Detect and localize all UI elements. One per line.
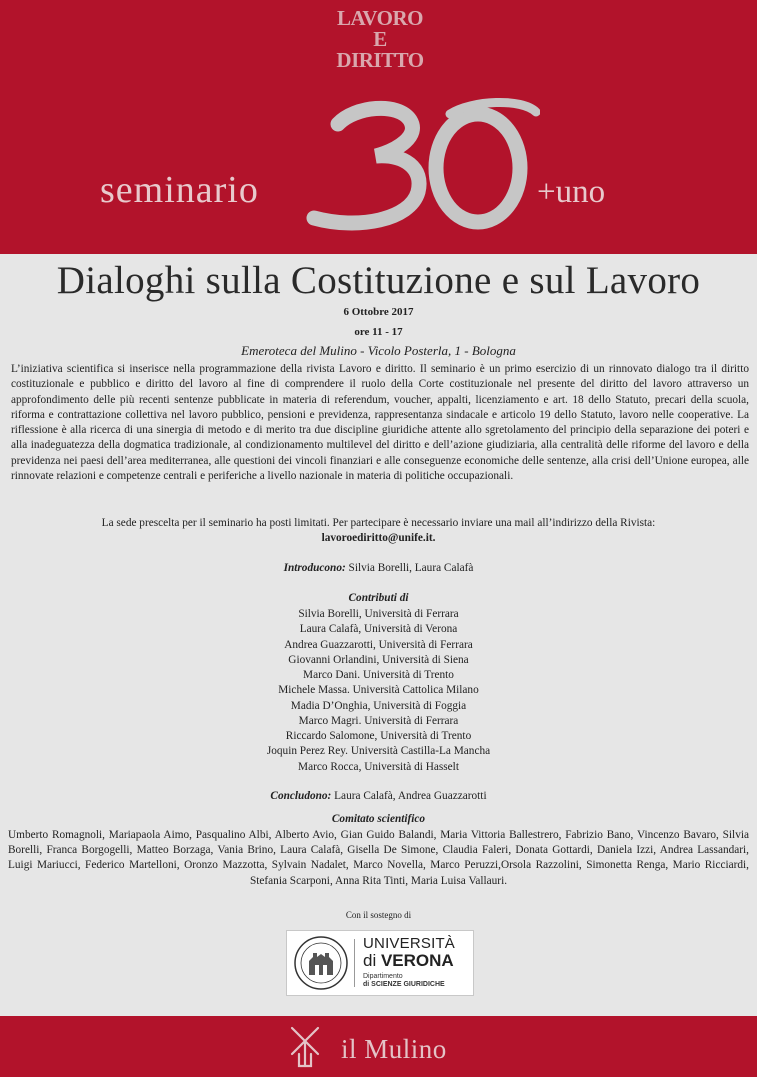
event-date: 6 Ottobre 2017 bbox=[343, 306, 414, 318]
university-seal-icon bbox=[293, 935, 349, 991]
concludono-names: Laura Calafà, Andrea Guazzarotti bbox=[331, 790, 487, 802]
contributi-list bbox=[0, 607, 757, 775]
university-verona-logo bbox=[286, 930, 474, 996]
department-name bbox=[363, 973, 445, 989]
university-city bbox=[363, 951, 454, 971]
list-item: Riccardo Salomone, Università di Trento bbox=[285, 730, 472, 742]
contributi-heading: Contributi di bbox=[348, 592, 409, 604]
university-name: UNIVERSITÀ bbox=[363, 935, 456, 952]
event-title: Dialoghi sulla Costituzione e sul Lavoro bbox=[56, 259, 701, 302]
plus-uno-label: +uno bbox=[537, 174, 606, 210]
introducono-line bbox=[0, 562, 757, 574]
logo-line-3: DIRITTO bbox=[336, 48, 424, 72]
university-city-bold: VERONA bbox=[380, 951, 454, 970]
list-item: Andrea Guazzarotti, Università di Ferrara bbox=[284, 638, 473, 651]
logo-divider bbox=[354, 939, 355, 987]
logo-line-1: LAVORO bbox=[336, 6, 424, 30]
number-30-graphic bbox=[300, 88, 540, 233]
university-city-prefix: di bbox=[363, 951, 381, 970]
seminario-label: seminario bbox=[100, 169, 259, 211]
event-time: ore 11 - 17 bbox=[354, 326, 403, 338]
list-item: Joquin Perez Rey. Università Castilla-La Mancha bbox=[266, 745, 491, 758]
concludono-line bbox=[0, 790, 757, 802]
list-item: Laura Calafà, Università di Verona bbox=[299, 623, 458, 636]
list-item: Michele Massa. Università Cattolica Milano bbox=[278, 684, 479, 697]
registration-text: La sede prescelta per il seminario ha posti limitati. Per partecipare è necessario inviare una mail all’indirizzo della Rivista: bbox=[101, 517, 656, 529]
intro-paragraph: L’iniziativa scientifica si inserisce nella programmazione della rivista Lavoro e diritto. Il seminario è un primo esercizio di un rinnovato dialogo tra il diritto costituzionale e pubblico e diritto del lavoro al fine di comprendere il ruolo della Corte costituzionale nel presente del diritto del lavoro attraverso un approfondimento delle più recenti sentenze pubblicate in materia di referendum, voucher, appalti, licenziamento e art. 18 dello Statuto, precari della scuola, riforma e contrattazione collettiva nel lavoro pubblico, pensioni e previdenza, rappresentanza sindacale e articolo 19 dello Statuto, lavoro nelle cooperative. La riflessione è alla ricerca di una sinergia di metodo e di merito tra due discipline giuridiche attente allo sgretolamento del principio della separazione dei poteri e alla inadeguatezza della dogmatica tradizionale, al condizionamento multilevel del diritto e dell’azione giudiziaria, alla centralità delle riforme del lavoro e della previdenza nei paesi dell’area mediterranea, alle questioni dei vincoli finanziari e alle conseguenze economiche delle sentenze, alla crisi dell’Unione europea, alle rinnovate relazioni e competenze centrali e periferiche a livello nazionale in materia di politiche occupazionali. bbox=[11, 363, 749, 483]
department-line-1: Dipartimento bbox=[363, 973, 403, 980]
introducono-label: Introducono: bbox=[283, 562, 346, 574]
windmill-icon bbox=[288, 1024, 322, 1068]
list-item: Marco Magri. Università di Ferrara bbox=[298, 714, 459, 727]
comitato-members: Umberto Romagnoli, Mariapaola Aimo, Pasqualino Albi, Alberto Avio, Gian Guido Balandi, Maria Vittoria Ballestrero, Fabrizio Bano, Vincenzo Bavaro, Silvia Borelli, Franca Borgogelli, Matteo Borzaga, Vania Brino, Laura Calafà, Gisella De Simone, Claudia Faleri, Donata Gottardi, Daniela Izzi, Andrea Lassandari, Luigi Mariucci, Federico Martelloni, Oronzo Mazzotta, Sylvain Nadalet, Marco Novella, Marco Peruzzi,Orsola Razzolini, Simonetta Renga, Mario Ricciardi, Stefania Scarponi, Anna Rita Tinti, Maria Luisa Vallauri. bbox=[8, 829, 749, 887]
list-item: Marco Rocca, Università di Hasselt bbox=[298, 760, 459, 773]
lavoro-e-diritto-logo bbox=[330, 8, 430, 71]
comitato-heading: Comitato scientifico bbox=[331, 813, 426, 825]
registration-email[interactable]: lavoroediritto@unife.it. bbox=[321, 532, 436, 544]
list-item: Marco Dani. Università di Trento bbox=[303, 669, 454, 681]
event-venue: Emeroteca del Mulino - Vicolo Posterla, 1 - Bologna bbox=[241, 343, 516, 358]
list-item: Giovanni Orlandini, Università di Siena bbox=[288, 653, 469, 666]
department-line-2: di SCIENZE GIURIDICHE bbox=[363, 981, 445, 988]
concludono-label: Concludono: bbox=[270, 790, 332, 802]
list-item: Silvia Borelli, Università di Ferrara bbox=[298, 608, 459, 620]
publisher-name: il Mulino bbox=[341, 1034, 447, 1064]
logo-line-2: E bbox=[373, 27, 387, 51]
sponsor-text: Con il sostegno di bbox=[345, 910, 412, 920]
list-item: Madia D’Onghia, Università di Foggia bbox=[290, 699, 467, 712]
introducono-names: Silvia Borelli, Laura Calafà bbox=[345, 562, 474, 574]
